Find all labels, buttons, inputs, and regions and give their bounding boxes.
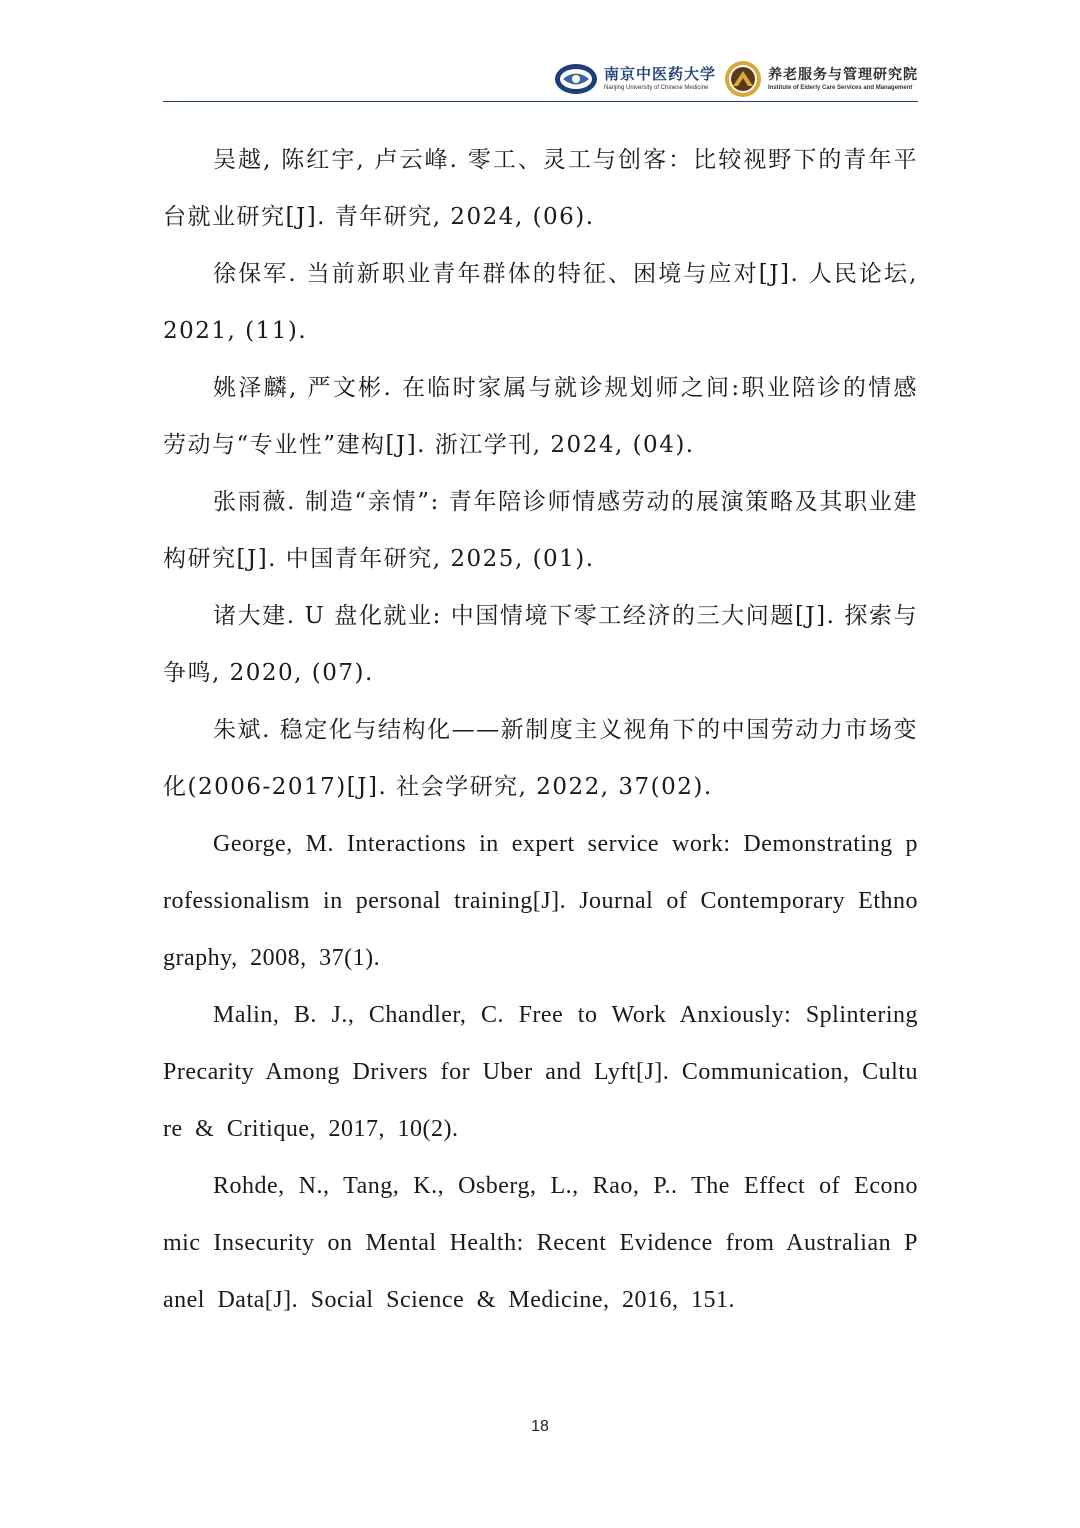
university-emblem-icon <box>554 62 598 96</box>
institute-emblem-icon <box>724 60 762 98</box>
reference-item: 朱斌. 稳定化与结构化——新制度主义视角下的中国劳动力市场变化(2006-2017)[J]. 社会学研究, 2022, 37(02). <box>163 717 918 800</box>
reference-item: 徐保军. 当前新职业青年群体的特征、困境与应对[J]. 人民论坛, 2021, (11). <box>163 261 918 344</box>
reference-item: Malin, B. J., Chandler, C. Free to Work Anxiously: Splintering Precarity Among Drivers for Uber and Lyft[J]. Communication, Culture & Critique, 2017, 10(2). <box>163 1002 918 1142</box>
institute-name-en: Institute of Elderly Care Services and Management <box>768 84 913 91</box>
institute-logo-block <box>724 60 918 98</box>
reference-item: 张雨薇. 制造“亲情”: 青年陪诊师情感劳动的展演策略及其职业建构研究[J]. 中国青年研究, 2025, (01). <box>163 489 918 572</box>
reference-item: George, M. Interactions in expert service work: Demonstrating professionalism in personal training[J]. Journal of Contemporary Ethnography, 2008, 37(1). <box>163 831 918 971</box>
university-logo-block <box>554 62 716 96</box>
page-header <box>163 54 918 102</box>
reference-item: 诸大建. U 盘化就业: 中国情境下零工经济的三大问题[J]. 探索与争鸣, 2020, (07). <box>163 603 918 686</box>
reference-item: 姚泽麟, 严文彬. 在临时家属与就诊规划师之间:职业陪诊的情感劳动与“专业性”建构[J]. 浙江学刊, 2024, (04). <box>163 375 918 458</box>
reference-item: 吴越, 陈红宇, 卢云峰. 零工、灵工与创客：比较视野下的青年平台就业研究[J]. 青年研究, 2024, (06). <box>163 147 918 230</box>
reference-list <box>163 132 918 1329</box>
university-name-en: Nanjing University of Chinese Medicine <box>603 85 709 91</box>
institute-name <box>768 68 918 91</box>
university-name <box>604 67 716 91</box>
header-divider <box>163 101 918 103</box>
reference-item: Rohde, N., Tang, K., Osberg, L., Rao, P.. The Effect of Economic Insecurity on Mental Health: Recent Evidence from Australian Panel Data[J]. Social Science & Medicine, 2016, 151. <box>163 1173 918 1313</box>
header-logos <box>554 60 918 98</box>
page-number: 18 <box>531 1418 549 1435</box>
university-name-cn: 南京中医药大学 <box>603 65 716 83</box>
institute-name-cn: 养老服务与管理研究院 <box>768 66 918 83</box>
